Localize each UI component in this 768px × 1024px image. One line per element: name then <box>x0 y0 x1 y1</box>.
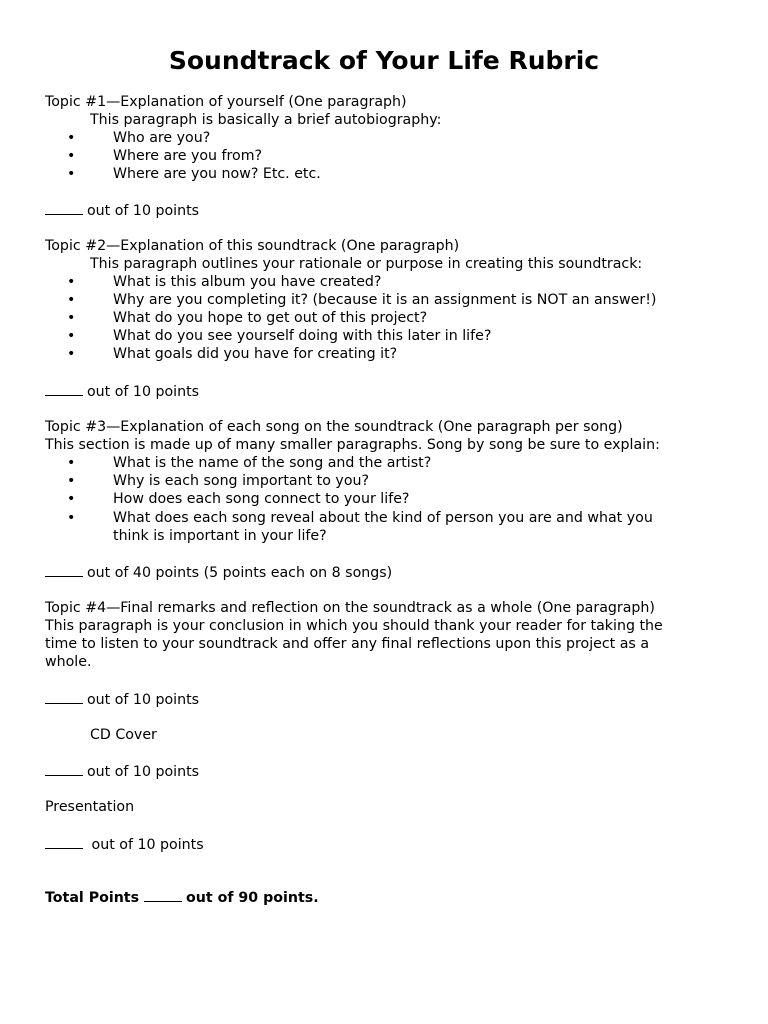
score-blank[interactable] <box>45 201 83 215</box>
topic4-score-line <box>45 690 199 709</box>
topic2-intro: This paragraph outlines your rationale or purpose in creating this soundtrack: <box>90 256 643 272</box>
topic3-intro: This section is made up of many smaller paragraphs. Song by song be sure to explain: <box>45 437 660 453</box>
list-item-continuation: think is important in your life? <box>113 528 327 544</box>
score-text: out of 10 points <box>87 692 200 708</box>
bullet-icon: • <box>67 328 76 344</box>
score-text: out of 40 points (5 points each on 8 songs) <box>87 565 393 581</box>
bullet-icon: • <box>67 455 76 471</box>
topic2-heading: Topic #2—Explanation of this soundtrack (One paragraph) <box>45 238 460 254</box>
list-item-text: Where are you from? <box>113 148 263 164</box>
bullet-icon: • <box>67 346 76 362</box>
cd-cover-label: CD Cover <box>90 727 157 743</box>
page-title: Soundtrack of Your Life Rubric <box>168 46 600 75</box>
list-item-text: Who are you? <box>113 130 211 146</box>
bullet-icon: • <box>67 473 76 489</box>
bullet-icon: • <box>67 310 76 326</box>
topic3-score-line <box>45 563 392 582</box>
list-item-text: What do you see yourself doing with this later in life? <box>113 328 492 344</box>
topic2-score-line <box>45 382 199 401</box>
bullet-icon: • <box>67 491 76 507</box>
presentation-label: Presentation <box>45 799 135 815</box>
score-text: out of 10 points <box>87 764 200 780</box>
bullet-icon: • <box>67 274 76 290</box>
score-blank[interactable] <box>45 690 83 704</box>
list-item-text: How does each song connect to your life? <box>113 491 410 507</box>
cd-cover-score-line <box>45 762 199 781</box>
topic1-intro: This paragraph is basically a brief autobiography: <box>90 112 442 128</box>
bullet-icon: • <box>67 292 76 308</box>
score-text: out of 10 points <box>87 384 200 400</box>
list-item-text: Where are you now? Etc. etc. <box>113 166 321 182</box>
topic1-heading: Topic #1—Explanation of yourself (One paragraph) <box>45 94 407 110</box>
topic4-body-line: whole. <box>45 654 92 670</box>
bullet-icon: • <box>67 130 76 146</box>
list-item-text: What goals did you have for creating it? <box>113 346 398 362</box>
topic4-body-line: time to listen to your soundtrack and offer any final reflections upon this project as a <box>45 636 650 652</box>
list-item-text: Why is each song important to you? <box>113 473 370 489</box>
list-item-text: What does each song reveal about the kind of person you are and what you <box>113 510 653 526</box>
score-blank[interactable] <box>45 835 83 849</box>
score-blank[interactable] <box>45 563 83 577</box>
topic3-heading: Topic #3—Explanation of each song on the soundtrack (One paragraph per song) <box>45 419 623 435</box>
topic4-body-line: This paragraph is your conclusion in which you should thank your reader for taking the <box>45 618 663 634</box>
score-blank[interactable] <box>45 762 83 776</box>
score-text: out of 10 points <box>87 203 200 219</box>
list-item-text: What do you hope to get out of this project? <box>113 310 428 326</box>
topic1-score-line <box>45 201 199 220</box>
presentation-score-line <box>45 835 204 854</box>
total-blank[interactable] <box>144 888 182 902</box>
score-text: out of 10 points <box>91 837 204 853</box>
bullet-icon: • <box>67 166 76 182</box>
total-suffix: out of 90 points. <box>186 890 319 906</box>
bullet-icon: • <box>67 148 76 164</box>
total-label: Total Points <box>45 890 140 906</box>
bullet-icon: • <box>67 510 76 526</box>
score-blank[interactable] <box>45 382 83 396</box>
list-item-text: Why are you completing it? (because it is an assignment is NOT an answer!) <box>113 292 657 308</box>
topic4-heading: Topic #4—Final remarks and reflection on the soundtrack as a whole (One paragraph) <box>45 600 655 616</box>
list-item-text: What is this album you have created? <box>113 274 382 290</box>
total-points-line <box>45 888 319 907</box>
list-item-text: What is the name of the song and the artist? <box>113 455 432 471</box>
